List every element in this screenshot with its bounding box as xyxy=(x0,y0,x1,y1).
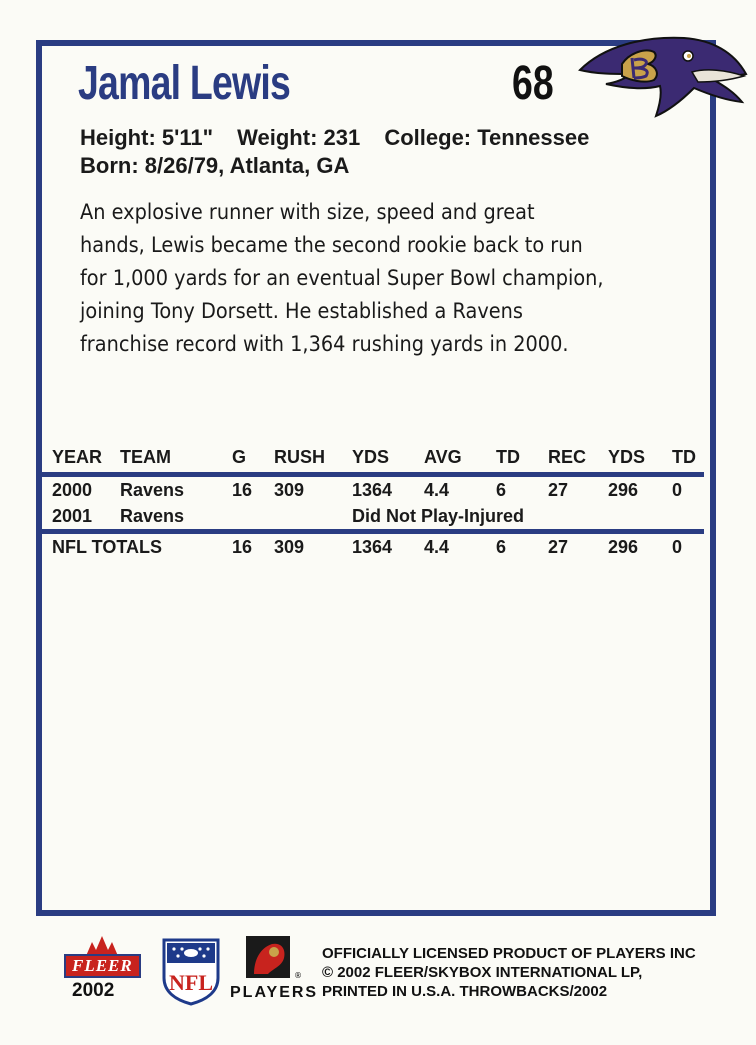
header-rec-yards: YDS xyxy=(608,447,646,467)
totals-rec-td: 0 xyxy=(672,537,683,557)
card-number: 68 xyxy=(512,57,554,110)
fleer-logo xyxy=(64,934,152,1000)
legal-line: OFFICIALLY LICENSED PRODUCT OF PLAYERS INC xyxy=(322,945,696,962)
cell-rush-td: 6 xyxy=(496,480,507,500)
totals-label: NFL TOTALS xyxy=(52,537,162,557)
player-vitals xyxy=(80,124,607,180)
players-inc-icon xyxy=(244,934,302,982)
stats-table xyxy=(42,444,704,560)
cell-receptions: 27 xyxy=(548,480,569,500)
cell-rush: 309 xyxy=(274,480,305,500)
cell-team: Ravens xyxy=(120,506,185,526)
header-rush-yards: YDS xyxy=(352,447,390,467)
stats-row-injured xyxy=(42,503,704,529)
header-rec-td: TD xyxy=(672,447,696,467)
header-year: YEAR xyxy=(52,447,103,467)
player-bio: An explosive runner with size, speed and great hands, Lewis became the second rookie back to run for 1,000 yards for an eventual Super Bowl champion, joining Tony Dorsett. He established a Ravens franchise record with 1,364 rushing yards in 2000. xyxy=(80,200,604,356)
header-rush-td: TD xyxy=(496,447,520,467)
cell-games: 16 xyxy=(232,480,253,500)
stats-totals-row xyxy=(42,534,704,560)
player-height: Height: 5'11" xyxy=(80,125,214,150)
card-footer xyxy=(0,934,756,1004)
ravens-logo-icon xyxy=(574,30,750,120)
header-team: TEAM xyxy=(120,447,171,467)
legal-text xyxy=(322,944,696,1001)
fleer-year: 2002 xyxy=(72,980,115,1001)
cell-average: 4.4 xyxy=(424,480,450,500)
cell-rush-yards: 1364 xyxy=(352,480,393,500)
header-rush: RUSH xyxy=(274,447,326,467)
nfl-shield-icon xyxy=(160,934,222,1006)
svg-text:®: ® xyxy=(294,971,302,980)
player-born: Born: 8/26/79, Atlanta, GA xyxy=(80,153,350,178)
totals-games: 16 xyxy=(232,537,253,557)
legal-line: PRINTED IN U.S.A. THROWBACKS/2002 xyxy=(322,983,608,1000)
vitals-line-1 xyxy=(80,124,607,152)
header-receptions: REC xyxy=(548,447,587,467)
stats-row xyxy=(42,477,704,503)
player-name: Jamal Lewis xyxy=(78,57,291,110)
injury-note: Did Not Play-Injured xyxy=(352,506,525,526)
totals-receptions: 27 xyxy=(548,537,569,557)
header-games: G xyxy=(232,447,247,467)
legal-line: © 2002 FLEER/SKYBOX INTERNATIONAL LP, xyxy=(322,964,643,981)
players-wordmark: PLAYERS xyxy=(230,984,319,1001)
cell-year: 2000 xyxy=(52,480,93,500)
cell-rec-td: 0 xyxy=(672,480,683,500)
cell-rec-yards: 296 xyxy=(608,480,639,500)
fleer-wordmark: FLEER xyxy=(64,954,141,978)
stats-header-row xyxy=(42,444,704,472)
player-weight: Weight: 231 xyxy=(237,125,361,150)
cell-year: 2001 xyxy=(52,506,93,526)
header-average: AVG xyxy=(424,447,462,467)
player-college: College: Tennessee xyxy=(384,125,590,150)
totals-rush-td: 6 xyxy=(496,537,507,557)
fleer-flame-icon xyxy=(82,936,122,956)
totals-rush: 309 xyxy=(274,537,305,557)
totals-average: 4.4 xyxy=(424,537,450,557)
totals-rush-yards: 1364 xyxy=(352,537,393,557)
nfl-text: NFL xyxy=(169,970,213,995)
totals-rec-yards: 296 xyxy=(608,537,639,557)
cell-team: Ravens xyxy=(120,480,185,500)
